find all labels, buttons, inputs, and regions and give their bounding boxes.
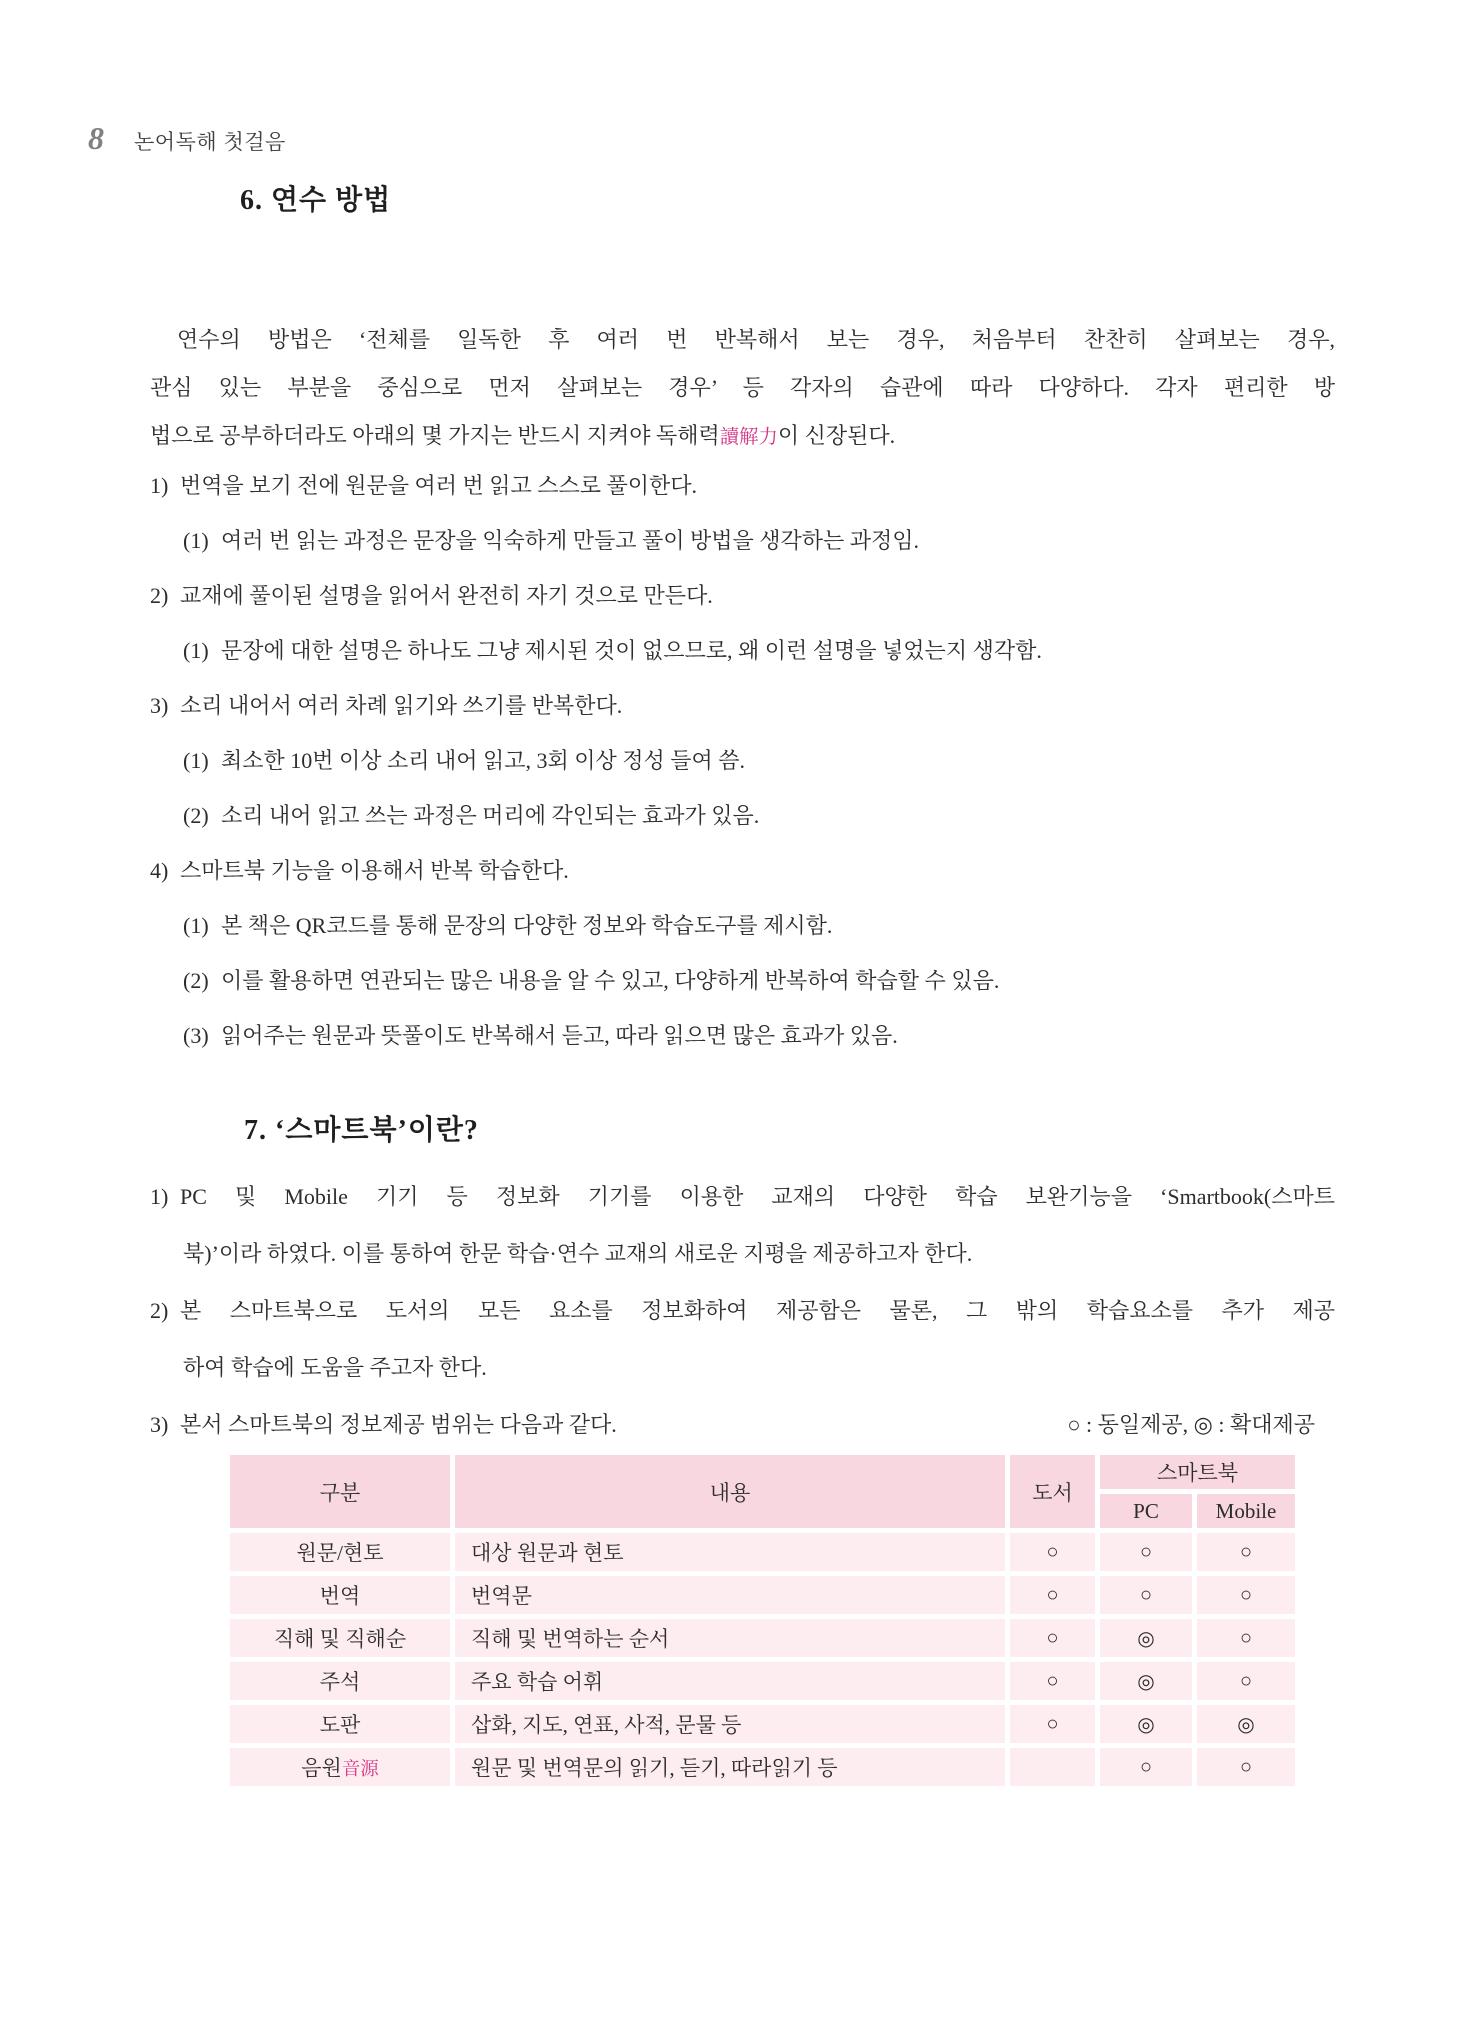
- list-item-text: PC 및 Mobile 기기 등 정보화 기기를 이용한 교재의 다양한 학습 보완기능을 ‘Smartbook(스마트: [180, 1184, 1335, 1209]
- cell-mobile-mark: ○: [1197, 1576, 1295, 1614]
- list-item: [150, 843, 1335, 898]
- hanja-annotation: 音源: [341, 1759, 379, 1779]
- list-item-label: (1): [183, 638, 209, 663]
- list-item: [150, 678, 1335, 733]
- list-item-text: 최소한 10번 이상 소리 내어 읽고, 3회 이상 정성 들여 씀.: [221, 748, 746, 773]
- list-item-text: 문장에 대한 설명은 하나도 그냥 제시된 것이 없으므로, 왜 이런 설명을 넣었는지 생각함.: [221, 638, 1042, 663]
- table-row: [230, 1662, 1295, 1700]
- list-item-label: (3): [183, 1023, 209, 1048]
- list-subitem: [183, 1008, 1335, 1063]
- cell-book-mark: ○: [1010, 1576, 1095, 1614]
- list-subitem: [183, 788, 1335, 843]
- list-item-continuation: [183, 1225, 1335, 1282]
- cell-content: 대상 원문과 현토: [455, 1533, 1005, 1571]
- list-item: [150, 1396, 1335, 1453]
- cell-category: 주석: [230, 1662, 450, 1700]
- cell-category: [230, 1748, 450, 1786]
- cell-pc-mark: ◎: [1100, 1662, 1192, 1700]
- section-6-list: [150, 458, 1335, 1063]
- section-6-paragraph: [150, 316, 1335, 462]
- paragraph-line: [150, 412, 1335, 462]
- cell-category: 번역: [230, 1576, 450, 1614]
- section-6-title: 6. 연수 방법: [240, 185, 392, 216]
- list-item-text: 하여 학습에 도움을 주고자 한다.: [183, 1355, 487, 1380]
- list-item: [150, 1168, 1335, 1225]
- list-subitem: [183, 733, 1335, 788]
- category-text: 음원: [301, 1756, 342, 1780]
- list-item-label: 2): [150, 1298, 169, 1323]
- cell-content: 삽화, 지도, 연표, 사적, 문물 등: [455, 1705, 1005, 1743]
- cell-mobile-mark: ○: [1197, 1533, 1295, 1571]
- list-item-text: 번역을 보기 전에 원문을 여러 번 읽고 스스로 풀이한다.: [180, 473, 698, 498]
- list-item-label: 1): [150, 1184, 169, 1209]
- cell-pc-mark: ◎: [1100, 1619, 1192, 1657]
- cell-book-mark: ○: [1010, 1705, 1095, 1743]
- list-item-label: (2): [183, 803, 209, 828]
- list-item-text: 북)’이라 하였다. 이를 통하여 한문 학습·연수 교재의 새로운 지평을 제공하고자 한다.: [183, 1241, 973, 1266]
- cell-category: 원문/현토: [230, 1533, 450, 1571]
- list-subitem: [183, 898, 1335, 953]
- list-item-label: 3): [150, 1412, 169, 1437]
- list-item-text: 이를 활용하면 연관되는 많은 내용을 알 수 있고, 다양하게 반복하여 학습할 수 있음.: [221, 968, 1000, 993]
- list-item-label: 3): [150, 693, 169, 718]
- table-row: [230, 1619, 1295, 1657]
- column-header-pc: PC: [1100, 1494, 1192, 1528]
- list-subitem: [183, 953, 1335, 1008]
- cell-category: 도판: [230, 1705, 450, 1743]
- cell-mobile-mark: ○: [1197, 1662, 1295, 1700]
- book-title: 논어독해 첫걸음: [134, 131, 286, 154]
- list-item-label: 4): [150, 858, 169, 883]
- list-item-text: 여러 번 읽는 과정은 문장을 익숙하게 만들고 풀이 방법을 생각하는 과정임.: [221, 528, 920, 553]
- paragraph-line: 연수의 방법은 ‘전체를 일독한 후 여러 번 반복해서 보는 경우, 처음부터 찬찬히 살펴보는 경우,: [177, 327, 1335, 352]
- section-7-title: 7. ‘스마트북’이란?: [244, 1115, 479, 1146]
- table-row: [230, 1576, 1295, 1614]
- cell-mobile-mark: ○: [1197, 1619, 1295, 1657]
- cell-mobile-mark: ◎: [1197, 1705, 1295, 1743]
- cell-content: 원문 및 번역문의 읽기, 듣기, 따라읽기 등: [455, 1748, 1005, 1786]
- list-item-text: 교재에 풀이된 설명을 읽어서 완전히 자기 것으로 만든다.: [180, 583, 713, 608]
- list-subitem: [183, 623, 1335, 678]
- column-header-category: 구분: [230, 1455, 450, 1528]
- list-item-label: 1): [150, 473, 169, 498]
- paragraph-text: 법으로 공부하더라도 아래의 몇 가지는 반드시 지켜야 독해력: [150, 423, 720, 448]
- cell-book-mark: ○: [1010, 1662, 1095, 1700]
- table-row: [230, 1533, 1295, 1571]
- cell-pc-mark: ○: [1100, 1533, 1192, 1571]
- table-legend: ○ : 동일제공, ◎ : 확대제공: [1067, 1412, 1315, 1437]
- list-item-text: 본서 스마트북의 정보제공 범위는 다음과 같다.: [180, 1412, 617, 1437]
- cell-pc-mark: ○: [1100, 1748, 1192, 1786]
- list-item-continuation: [183, 1339, 1335, 1396]
- cell-book-mark: ○: [1010, 1619, 1095, 1657]
- cell-mobile-mark: ○: [1197, 1748, 1295, 1786]
- list-item-label: (1): [183, 748, 209, 773]
- list-item-label: (2): [183, 968, 209, 993]
- paragraph-text: 이 신장된다.: [777, 423, 896, 448]
- table-row: [230, 1748, 1295, 1786]
- running-head: [88, 120, 286, 157]
- cell-book-mark: [1010, 1748, 1095, 1786]
- list-item-label: 2): [150, 583, 169, 608]
- smartbook-info-table: [225, 1450, 1300, 1791]
- cell-category: 직해 및 직해순: [230, 1619, 450, 1657]
- cell-pc-mark: ◎: [1100, 1705, 1192, 1743]
- list-item-text: 본 책은 QR코드를 통해 문장의 다양한 정보와 학습도구를 제시함.: [221, 913, 833, 938]
- list-item-text: 소리 내어 읽고 쓰는 과정은 머리에 각인되는 효과가 있음.: [221, 803, 760, 828]
- list-item-text: 읽어주는 원문과 뜻풀이도 반복해서 듣고, 따라 읽으면 많은 효과가 있음.: [221, 1023, 898, 1048]
- list-item-text: 본 스마트북으로 도서의 모든 요소를 정보화하여 제공함은 물론, 그 밖의 학습요소를 추가 제공: [180, 1298, 1335, 1323]
- list-item: [150, 1282, 1335, 1339]
- list-item-text: 스마트북 기능을 이용해서 반복 학습한다.: [180, 858, 569, 883]
- list-item-label: (1): [183, 528, 209, 553]
- cell-content: 직해 및 번역하는 순서: [455, 1619, 1005, 1657]
- list-subitem: [183, 513, 1335, 568]
- table-row: [230, 1705, 1295, 1743]
- cell-book-mark: ○: [1010, 1533, 1095, 1571]
- column-header-book: 도서: [1010, 1455, 1095, 1528]
- list-item: [150, 568, 1335, 623]
- hanja-annotation: 讀解力: [719, 427, 778, 448]
- column-header-mobile: Mobile: [1197, 1494, 1295, 1528]
- column-header-content: 내용: [455, 1455, 1005, 1528]
- list-item: [150, 458, 1335, 513]
- section-7-list: [150, 1168, 1335, 1453]
- paragraph-line: 관심 있는 부분을 중심으로 먼저 살펴보는 경우’ 등 각자의 습관에 따라 다양하다. 각자 편리한 방: [150, 375, 1335, 400]
- list-item-label: (1): [183, 913, 209, 938]
- cell-content: 번역문: [455, 1576, 1005, 1614]
- list-item-text: 소리 내어서 여러 차례 읽기와 쓰기를 반복한다.: [180, 693, 623, 718]
- cell-content: 주요 학습 어휘: [455, 1662, 1005, 1700]
- column-header-smartbook: 스마트북: [1100, 1455, 1295, 1489]
- page-number: 8: [88, 120, 104, 156]
- cell-pc-mark: ○: [1100, 1576, 1192, 1614]
